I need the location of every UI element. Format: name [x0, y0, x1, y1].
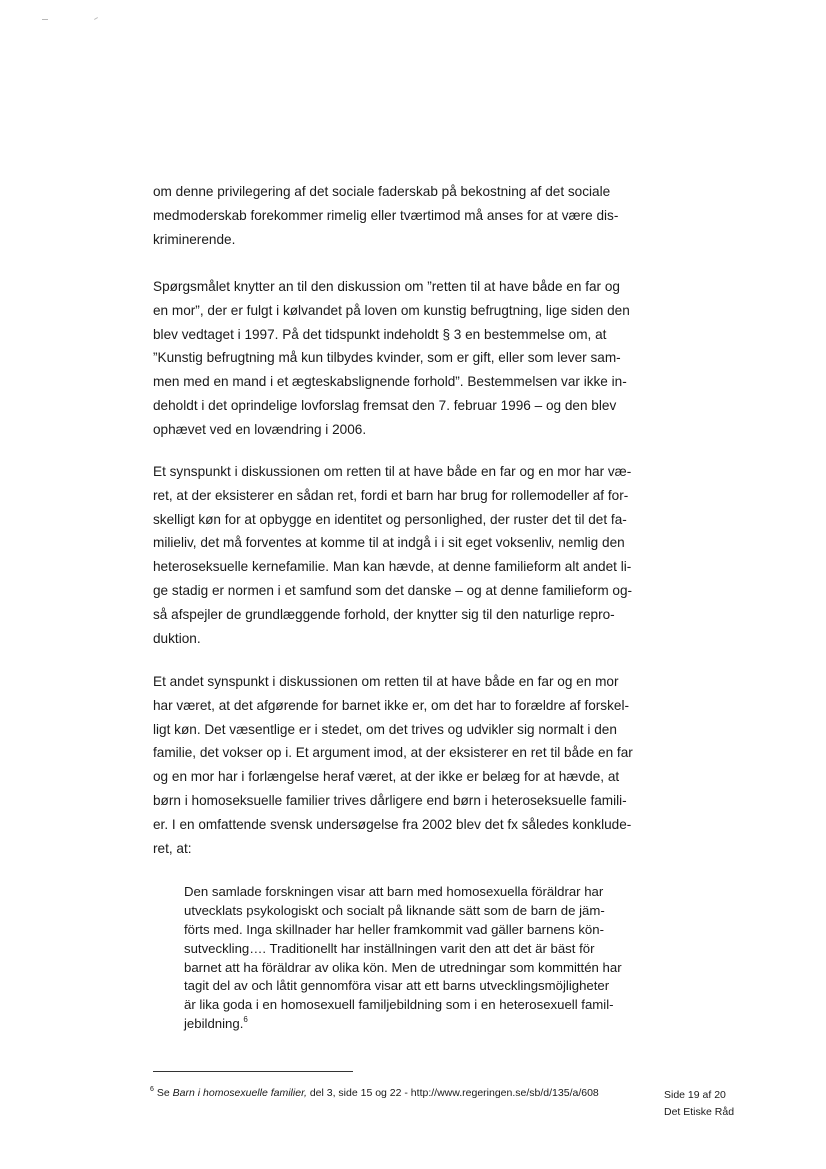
quote-line: förts med. Inga skillnader har heller framkommit vad gäller barnens kön-: [184, 921, 604, 937]
text-line: om denne privilegering af det sociale faderskab på bekostning af det sociale: [153, 184, 611, 199]
footnote-prefix: Se: [156, 1087, 173, 1099]
footnote-reference: 6: [243, 1015, 248, 1025]
text-line: børn i homoseksuelle familier trives dårligere end børn i heteroseksuelle famili-: [153, 792, 627, 808]
text-line: er. I en omfattende svensk undersøgelse fra 2002 blev det fx således konklude-: [153, 816, 632, 832]
text-line: Et andet synspunkt i diskussionen om retten til at have både en far og en mor: [153, 674, 619, 689]
text-line: Spørgsmålet knytter an til den diskussion om ”retten til at have både en far og: [153, 279, 620, 294]
footnote-separator: [153, 1071, 353, 1072]
text-line: ophævet ved en lovændring i 2006.: [153, 421, 367, 437]
footnote-number: 6: [150, 1086, 154, 1093]
text-line: blev vedtaget i 1997. På det tidspunkt indeholdt § 3 en bestemmelse om, at: [153, 326, 607, 342]
text-line: ligt køn. Det væsentlige er i stedet, om det trives og udvikler sig normalt i den: [153, 721, 617, 737]
text-line: heteroseksuelle kernefamilie. Man kan hævde, at denne familieform alt andet li-: [153, 559, 632, 575]
scan-speck: [42, 19, 48, 20]
quote-line: är lika goda i en homosexuell familjebildning som i en heterosexuell famil-: [184, 997, 614, 1013]
footnote: [150, 1087, 599, 1099]
page-footer: [664, 1087, 734, 1121]
text-line: milieliv, det må forventes at komme til at indgå i i sit eget voksenliv, nemlig den: [153, 535, 625, 551]
text-line: ret, at der eksisterer en sådan ret, fordi et barn har brug for rollemodeller af for-: [153, 487, 629, 503]
text-line: duktion.: [153, 630, 201, 646]
text-line: en mor”, der er fulgt i kølvandet på loven om kunstig befrugtning, lige siden den: [153, 302, 630, 318]
text-line: skelligt køn for at opbygge en identitet og personlighed, der ruster det til det fa-: [153, 511, 627, 527]
page-number: Side 19 af 20: [664, 1089, 726, 1101]
text-line: deholdt i det oprindelige lovforslag fremsat den 7. februar 1996 – og den blev: [153, 397, 617, 413]
text-line: medmoderskab forekommer rimelig eller tværtimod må anses for at være dis-: [153, 207, 619, 223]
paragraph-4: [153, 670, 663, 860]
text-line: ret, at:: [153, 840, 192, 856]
text-line: men med en mand i et ægteskabslignende forhold”. Bestemmelsen var ikke in-: [153, 374, 627, 390]
footnote-title: Barn i homosexuelle familier,: [172, 1087, 307, 1099]
text-line: og en mor har i forlængelse heraf været, at der ikke er belæg for at hævde, at: [153, 769, 620, 785]
text-line: familie, det vokser op i. Et argument imod, at der eksisterer en ret til både en far: [153, 745, 633, 761]
text-line: ge stadig er normen i et samfund som det danske – og at denne familieform og-: [153, 582, 633, 598]
quote-line: sutveckling…. Traditionellt har inställningen varit den att det är bäst för: [184, 940, 595, 956]
scan-speck: [94, 17, 98, 20]
paragraph-1: [153, 180, 663, 251]
quote-line: Den samlade forskningen visar att barn med homosexuella föräldrar har: [184, 884, 604, 899]
quote-line: tagit del av och låtit gennomföra visar att ett barns utvecklingsmöjligheter: [184, 978, 610, 994]
publisher-name: Det Etiske Råd: [664, 1106, 735, 1118]
quote-line-last: [184, 1015, 654, 1034]
text-line: kriminerende.: [153, 231, 236, 247]
quote-line: barnet att ha föräldrar av olika kön. Men de utredningar som kommittén har: [184, 959, 622, 975]
text-line: ”Kunstig befrugtning må kun tilbydes kvinder, som er gift, eller som lever sam-: [153, 350, 621, 366]
text-line: Et synspunkt i diskussionen om retten til at have både en far og en mor har væ-: [153, 464, 632, 479]
footnote-rest: del 3, side 15 og 22 - http://www.regeringen.se/sb/d/135/a/608: [306, 1087, 599, 1099]
paragraph-3: [153, 460, 663, 650]
block-quote: [184, 883, 654, 1034]
quote-line: utvecklats psykologiskt och socialt på liknande sätt som de barn de jäm-: [184, 902, 605, 918]
quote-last-text: jebildning.: [184, 1016, 244, 1032]
text-line: har været, at det afgørende for barnet ikke er, om det har to forældre af forskel-: [153, 697, 630, 713]
text-line: så afspejler de grundlæggende forhold, der knytter sig til den naturlige repro-: [153, 606, 615, 622]
paragraph-2: [153, 275, 663, 442]
